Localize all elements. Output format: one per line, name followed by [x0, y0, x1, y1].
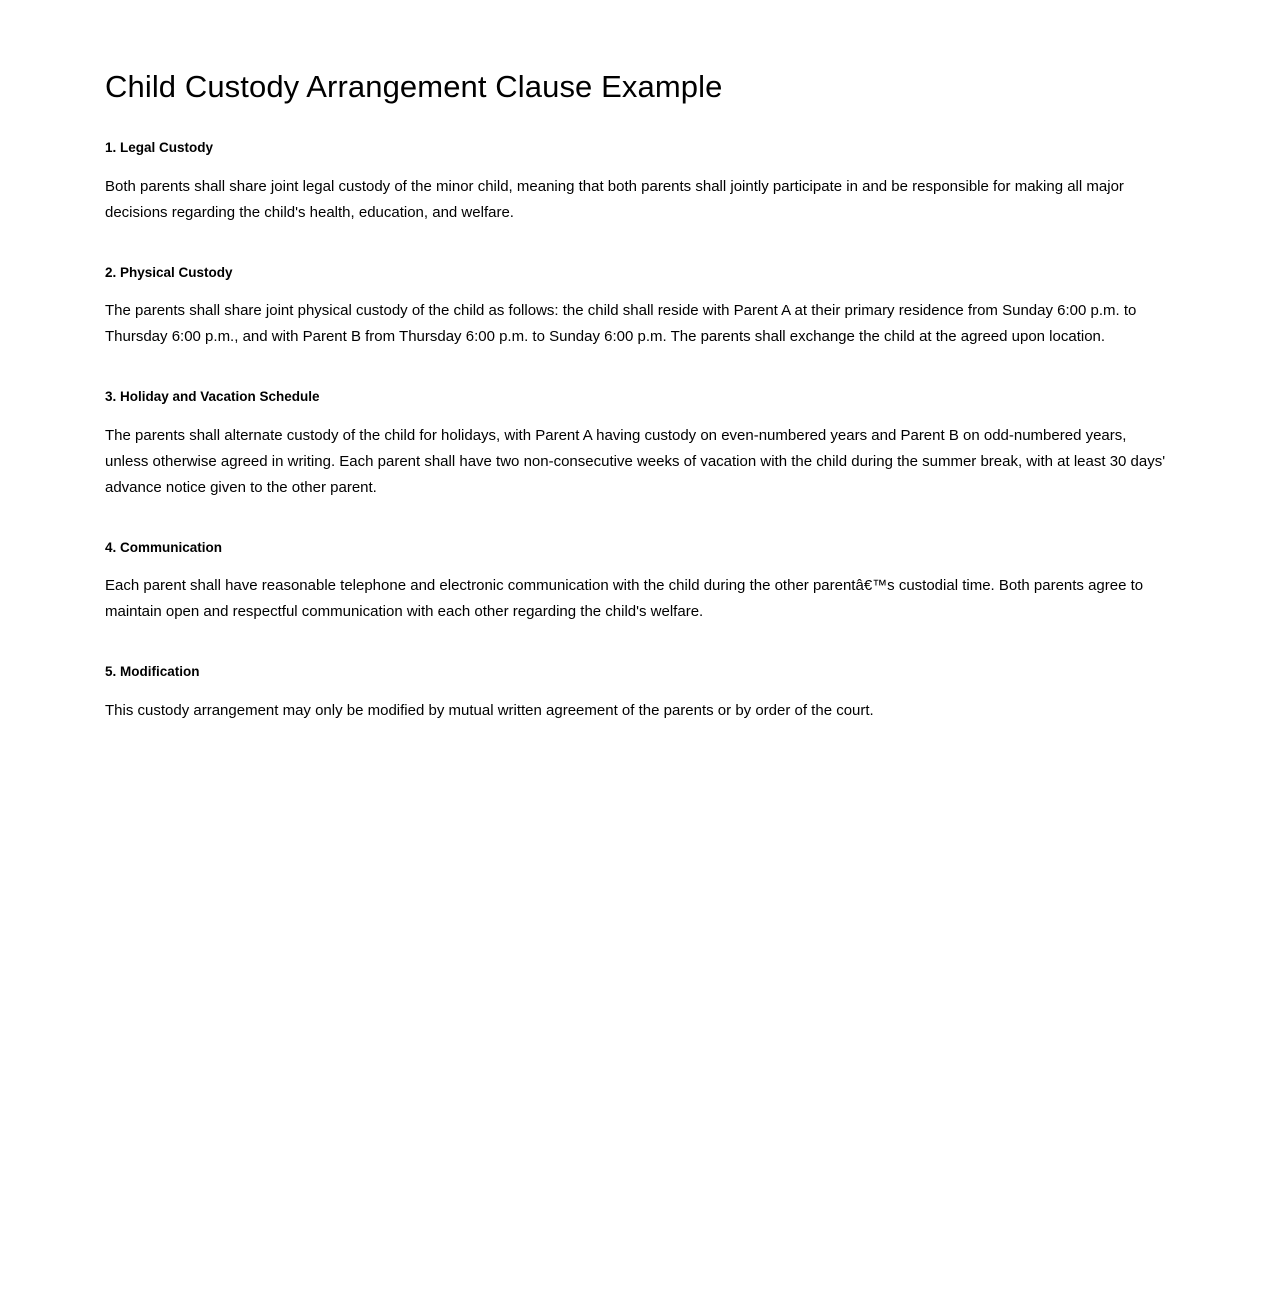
section-heading-communication: 4. Communication [105, 539, 223, 555]
section-heading-physical-custody: 2. Physical Custody [105, 264, 233, 280]
section-body-legal-custody: Both parents shall share joint legal custody of the minor child, meaning that both parents shall jointly participate in and be responsible for making all major decisions regarding the child's health, education, and welfare. [105, 177, 1124, 221]
section-heading-modification: 5. Modification [105, 664, 200, 680]
section-modification [105, 663, 1170, 724]
section-body-holiday-vacation-schedule: The parents shall alternate custody of the child for holidays, with Parent A having custody on even-numbered years and Parent B on odd-numbered years, unless otherwise agreed in writing. Each parent shall have two non-consecutive weeks of vacation with the child during the summer break, with at least 30 days' advance notice given to the other parent. [105, 426, 1166, 496]
page-title: Child Custody Arrangement Clause Example [105, 69, 723, 104]
section-holiday-vacation-schedule [105, 388, 1170, 501]
section-body-communication: Each parent shall have reasonable telephone and electronic communication with the child during the other parentâ€™s custodial time. Both parents agree to maintain open and respectful communication with each other regarding the child's welfare. [105, 577, 1144, 621]
section-heading-holiday-vacation-schedule: 3. Holiday and Vacation Schedule [105, 389, 320, 405]
section-physical-custody [105, 264, 1170, 351]
section-communication [105, 539, 1170, 626]
section-legal-custody [105, 139, 1170, 226]
section-body-physical-custody: The parents shall share joint physical custody of the child as follows: the child shall reside with Parent A at their primary residence from Sunday 6:00 p.m. to Thursday 6:00 p.m., and with Parent B from Thursday 6:00 p.m. to Sunday 6:00 p.m. The parents shall exchange the child at the agreed upon location. [105, 302, 1137, 346]
section-heading-legal-custody: 1. Legal Custody [105, 140, 214, 156]
section-body-modification: This custody arrangement may only be modified by mutual written agreement of the parents or by order of the court. [105, 701, 874, 719]
